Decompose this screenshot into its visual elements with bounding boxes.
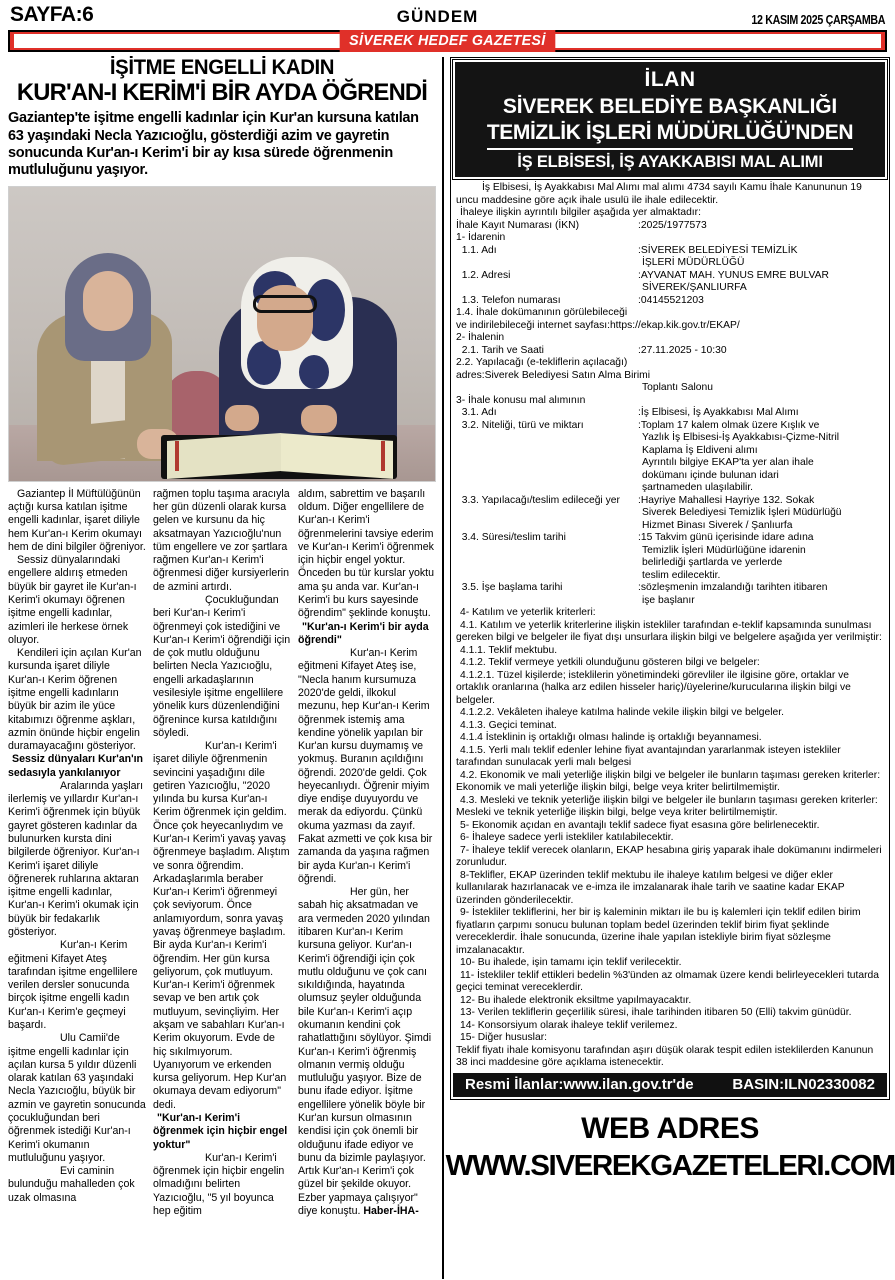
ilan-field-label: adres:Siverek Belediyesi Satın Alma Birimi — [456, 369, 651, 381]
ilan-field-value: :sözleşmenin imzalandığı tarihten itibaren — [638, 582, 828, 594]
article-paragraph: rağmen toplu taşıma aracıyla her gün düzenli olarak kursa gelen ve kursunu da hiç aksatmayan Yazıcıoğlu'nun tüm engellere ve zor şartlara rağmen Kur'an-ı Kerim'i öğrenmesi diğer kursiyerlerin de azmini artırdı. — [153, 487, 290, 593]
ilan-field-label: 2.1. Tarih ve Saati — [456, 344, 544, 356]
ilan-ikn-label: İhale Kayıt Numarası (İKN) — [456, 219, 580, 231]
ilan-official-footer — [453, 1073, 887, 1097]
ilan-field-value: :15 Takvim günü içerisinde idare adına — [638, 532, 814, 544]
ilan-field-continuation: Kaplama İş Eldiveni alımı — [642, 444, 758, 456]
ilan-field-row — [456, 532, 884, 545]
article-headline-line2: KUR'AN-I KERİM'İ BİR AYDA ÖĞRENDİ — [16, 79, 428, 107]
photo-woman-left-face — [83, 271, 133, 331]
article-standfirst: Gaziantep'te işitme engelli kadınlar için Kur'an kursuna katılan 63 yaşındaki Necla Yazıcıoğlu, gösterdiği azim ve gayretin sonucunda Kur'an-ı Kerim'i bir ay kısa sürede öğrenmenin mutluluğunu yaşıyor. — [8, 110, 419, 179]
ilan-panel — [445, 57, 895, 1279]
ilan-body — [453, 179, 887, 1070]
ilan-field-row — [456, 582, 884, 595]
ilan-field-label: 3.3. Yapılacağı/teslim edileceği yer — [456, 494, 620, 506]
ilan-clause: 12- Bu ihalede elektronik eksiltme yapılmayacaktır. — [460, 994, 692, 1006]
article-paragraph: Sessiz dünyalarındaki engellere aldırış etmeden büyük bir gayret ile Kur'an-ı Kerim'i okumayı öğrenen işitme engelli kadınlar, azimleri ile herkese örnek oluyor. — [8, 554, 137, 646]
ilan-field-row — [456, 370, 884, 383]
photo-book-margin-line — [175, 441, 179, 471]
ilan-field-continuation: Ayrıntılı bilgiye EKAP'ta yer alan ihale — [642, 457, 814, 469]
photo-woman-right-hand-left — [225, 405, 259, 431]
ilan-field-continuation: dokümanı içinde bulunan idari — [642, 469, 779, 481]
article-paragraph: Kur'an-ı Kerim eğitmeni Kifayet Ateş ise, "Necla hanım kursumuza 2020'de geldi, ilkokul mezunu, hep Kur'an-ı Kerim öğrenmek istemiş ama kendine yönelik yapılan bir Kur'an kursu duymamış ve yokmuş. Buranın açıldığını öğrendi. 2020'de geldi. Çok heyecanlıydı. Öğrenir miyim diye endişe duyuyordu ve merak da ediyordu. Çünkü okuma yazması da zayıf. Fakat azmetti ve çok kısa bir zamanda da yaşına rağmen bir ayda Kur'an-ı Kerim'i öğrendi. — [298, 647, 433, 885]
ilan-field-continuation: Yazlık İş Elbisesi-İş Ayakkabısı-Çizme-Nitril — [642, 432, 840, 444]
ilan-field-value: :AYVANAT MAH. YUNUS EMRE BULVAR — [638, 269, 829, 281]
article-columns — [8, 488, 436, 1218]
article-paragraph: Çocukluğundan beri Kur'an-ı Kerim'i öğrenmeyi çok istediğini ve Kur'an-ı Kerim'i öğrendiği için de çok mutlu olduğunu belirten Necla Yazıcıoğlu, engelli arkadaşlarının vesilesiyle işitme engellilere yönelik kurs düzenlendiğini öğrenince kursa katıldığını söyledi. — [153, 593, 291, 739]
ilan-field-row — [456, 345, 884, 358]
ilan-field-row — [456, 495, 884, 508]
photo-eyeglasses — [253, 295, 317, 313]
ilan-clause: 9- İstekliler tekliflerini, her bir iş kaleminin miktarı ile bu iş kalemleri için teklif edilen birim fiyatların çarpımı sonucu bulunan toplam bedel üzerinden teklif birim fiyat şeklinde vereceklerdir. İhale sonucunda, üzerine ihale yapılan istekliyle birim fiyat sözleşme imzalanacaktır. — [456, 907, 861, 956]
ilan-section-3-title: 3- İhale konusu mal alımının — [456, 394, 586, 406]
ilan-clause: 4.1.2.2. Vekâleten ihaleye katılma halinde vekile ilişkin bilgi ve belgeler. — [460, 707, 784, 719]
ilan-authority: SİVEREK BELEDİYE BAŞKANLIĞI — [502, 95, 838, 119]
ilan-box — [450, 57, 890, 1100]
ilan-field-value: :Toplam 17 kalem olmak üzere Kışlık ve — [638, 419, 820, 431]
article-paragraph: Kur'an-ı Kerim eğitmeni Kifayet Ateş tarafından işitme engellilere verilen dersler sonucunda birçok işitme engelli kadın Kur'an-ı Kerim'e geçmeyi başardı. — [8, 939, 138, 1031]
ilan-clause: 5- Ekonomik açıdan en avantajlı teklif sadece fiyat esasına göre belirlenecektir. — [460, 819, 820, 831]
article-paragraph: Ulu Camii'de işitme engelli kadınlar için açılan kursa 5 yıldır düzenli olarak katılan 63 yaşındaki Necla Yazıcıoğlu, büyük bir azmin ve gayretin sonucunda çocukluğundan beri öğrenmek istediği Kur'an-ı Kerim'i okumanın mutluluğunu yaşıyor. — [8, 1032, 146, 1164]
ilan-field-label: 3.2. Niteliği, türü ve miktarı — [456, 419, 584, 431]
article-photo — [8, 186, 436, 482]
web-address-label: WEB ADRES — [581, 1111, 759, 1145]
ilan-field-value: :İş Elbisesi, İş Ayakkabısı Mal Alımı — [638, 407, 799, 419]
article-paragraph: Aralarında yaşları ilerlemiş ve yıllardır Kur'an-ı Kerim'i öğrenmek için büyük gayret gösteren kadınlar da bulunurken kursta dini bilgilerde öğreniyor. Kur'an-ı Kerim'i işaret diliyle öğrenerek ruhlarına aktaran işitme engelli kadınlar, Kur'an-ı Kerim'i okumak için büyük bir fedakarlık gösteriyor. — [8, 779, 144, 938]
article-subheading: "Kur'an-ı Kerim'i öğrenmek için hiçbir engel yoktur" — [153, 1111, 288, 1151]
ilan-clause: 4.1.4 İsteklinin iş ortaklığı olması halinde iş ortaklığı beyannamesi. — [460, 732, 762, 744]
section-title: GÜNDEM — [396, 7, 479, 26]
ilan-field-row — [456, 295, 884, 308]
ilan-clause: 4.1.2. Teklif vermeye yetkili olunduğunu gösteren bilgi ve belgeler: — [460, 657, 760, 669]
ilan-field-row — [456, 270, 884, 283]
ilan-field-label: 2.2. Yapılacağı (e-tekliflerin açılacağı) — [456, 357, 628, 369]
ilan-clause: 15- Diğer hususlar: — [460, 1032, 547, 1044]
column-divider — [442, 57, 444, 1279]
ilan-field-value: :27.11.2025 - 10:30 — [638, 344, 727, 356]
ilan-field-continuation: teslim edilecektir. — [642, 569, 721, 581]
photo-scarf-pattern — [299, 355, 329, 389]
ilan-clause: 4.3. Mesleki ve teknik yeterliğe ilişkin bilgi ve belgeler ile bunların taşıması gereken kriterler: Mesleki ve teknik yeterliğe ilişkin bilgi, belge veya kriter belirtilmemiştir. — [456, 794, 878, 819]
photo-book-page-left — [167, 433, 281, 479]
article-paragraph-text: Her gün, her sabah hiç aksatmadan ve ara vermeden 2020 yılından itibaren Kur'an-ı Kerim kursuna geliyor. Kur'an-ı Kerim'i öğrendiği için çok mutlu olduğunu ve çok canı sıkıldığında, hayatında olumsuz şeyler olduğunda bile Kur'an-ı Kerim'i açıp okumanın kendini çok rahatlattığını söylüyor. Şimdi Kur'an-ı Kerim'i öğrenmiş olmanın vermiş olduğu mutluluğu yaşıyor. Bize de bunu ifade ediyor. İşitme engellilere yönelik böyle bir Kur'an kursun olmasının kendisi için çok önemli bir olduğunu ifade ediyor ve bunu da bizimle paylaşıyor. Artık Kur'an-ı Kerim'i çok güzel bir şekilde okuyor. Ezber yapmaya çalışıyor" diye konuştu. — [298, 886, 432, 1217]
photo-book-margin-line — [381, 441, 385, 471]
ilan-official-link[interactable]: Resmi İlanlar:www.ilan.gov.tr'de — [465, 1075, 694, 1093]
ilan-clause: 4- Katılım ve yeterlik kriterleri: — [460, 607, 596, 619]
article-paragraph: Kur'an-ı Kerim'i öğrenmek için hiçbir engelin olmadığını belirten Yazıcıoğlu, "5 yıl boyunca hep eğitim — [153, 1151, 285, 1217]
ilan-clause: 14- Konsorsiyum olarak ihaleye teklif verilemez. — [460, 1019, 678, 1031]
ilan-intro-2: İhaleye ilişkin ayrıntılı bilgiler aşağıda yer almaktadır: — [460, 207, 701, 219]
web-address-url[interactable]: WWW.SIVEREKGAZETELERI.COM — [445, 1149, 895, 1182]
ilan-clause: 13- Verilen tekliflerin geçerlilik süresi, ihale tarihinden itibaren 50 (Elli) takvim günüdür. — [460, 1007, 852, 1019]
article-source: Haber-İHA- — [363, 1204, 419, 1217]
ilan-field-continuation: işe başlanır — [642, 594, 695, 606]
ilan-field-label: 1.2. Adresi — [456, 269, 511, 281]
ilan-field-row — [456, 420, 884, 433]
ilan-clause: 4.1.5. Yerli malı teklif edenler lehine fiyat avantajından yararlanmak isteyen istekliler tarafından sunulacak yerli malı belgesi — [456, 744, 841, 769]
ilan-section-2-title: 2- İhalenin — [456, 332, 505, 344]
ilan-field-value: :Hayriye Mahallesi Hayriye 132. Sokak — [638, 494, 815, 506]
article-column-3 — [298, 488, 436, 1218]
ilan-field-continuation: Temizlik İşleri Müdürlüğüne idarenin — [642, 544, 806, 556]
ilan-field-value: :SİVEREK BELEDİYESİ TEMİZLİK — [638, 244, 798, 256]
article-paragraph: aldım, sabrettim ve başarılı oldum. Diğer engellilere de Kur'an-ı Kerim'i öğrenmelerini tavsiye ederim ve Kur'an-ı Kerim'i öğrenmek için hiçbir engel yoktur. Önceden bu tür kurslar yoktu ama şu anda var. Kur'an-ı Kerim'i bu kurs sayesinde öğrendim" şeklinde konuştu. — [298, 487, 435, 620]
article-panel — [8, 57, 436, 1279]
article-column-1 — [8, 488, 146, 1218]
ilan-clause: 8-Teklifler, EKAP üzerinden teklif mektubu ile ihaleye katılım belgesi ve diğer ekler kullanılarak hazırlanacak ve e-imza ile imzalanarak ihale tarih ve saatine kadar EKAP üzerinden gönderilecektir. — [456, 869, 845, 906]
ilan-field-label: 1.3. Telefon numarası — [456, 294, 561, 306]
ilan-field-continuation: SİVEREK/ŞANLIURFA — [642, 282, 747, 294]
ilan-field-value: ve indirilebileceği internet sayfası:https://ekap.kik.gov.tr/EKAP/ — [456, 319, 740, 331]
ilan-department: TEMİZLİK İŞLERİ MÜDÜRLÜĞÜ'NDEN — [486, 120, 854, 144]
ilan-field-continuation: Toplantı Salonu — [642, 382, 713, 394]
ilan-field-continuation: Hizmet Binası Siverek / Şanlıurfa — [642, 519, 793, 531]
ilan-clause: 4.1.3. Geçici teminat. — [460, 719, 557, 731]
ilan-field-continuation: şartnameden ulaşılabilir. — [642, 482, 754, 494]
newspaper-banner — [8, 30, 887, 52]
ilan-clause: 11- İstekliler teklif ettikleri bedelin %3'ünden az olmamak üzere kendi belirleyecekleri tutarda geçici teminat vereceklerdir. — [456, 969, 880, 994]
ilan-field-label: 3.4. Süresi/teslim tarihi — [456, 532, 566, 544]
photo-book-page-right — [281, 433, 393, 479]
ilan-header — [453, 60, 887, 179]
ilan-field-value: :04145521203 — [638, 294, 704, 306]
ilan-clause: 10- Bu ihalede, işin tamamı için teklif verilecektir. — [460, 957, 682, 969]
ilan-field-continuation: İŞLERİ MÜDÜRLÜĞÜ — [642, 257, 745, 269]
ilan-clause: 4.1.1. Teklif mektubu. — [460, 644, 558, 656]
ilan-clause: 4.1.2.1. Tüzel kişilerde; isteklilerin yönetimindeki görevliler ile ilgisine göre, ortaklar ve ortaklık oranlarına (halka arz edilen hisseler hariç)/üyelerine/kurucularına ilişkin bilgi ve belgeler. — [456, 669, 851, 706]
article-paragraph: Kendileri için açılan Kur'an kursunda işaret diliyle Kur'an-ı Kerim öğrenen işitme engelli kadınların büyük bir azim ile yüce kitabımızı öğrenme aşkları, azmin önünde hiçbir engelin duramayacağını gösteriyor. — [8, 647, 142, 753]
photo-woman-right-hand-right — [301, 405, 337, 433]
article-headline-line1: İŞİTME ENGELLİ KADIN — [109, 56, 335, 79]
ilan-ikn-value: :2025/1977573 — [638, 219, 707, 231]
ilan-field-label: 3.5. İşe başlama tarihi — [456, 582, 563, 594]
ilan-clause: 4.2. Ekonomik ve mali yeterliğe ilişkin bilgi ve belgeler ile bunların taşıması gereken kriterler: Ekonomik ve mali yeterliğe ilişkin bilgi, belge veya kriter belirtilmemiştir. — [456, 769, 881, 794]
article-subheading: "Kur'an-ı Kerim'i bir ayda öğrendi" — [298, 620, 429, 646]
ilan-title: İLAN — [644, 68, 696, 91]
article-subheading: Sessiz dünyaları Kur'an'ın sedasıyla yankılanıyor — [8, 753, 144, 779]
ilan-field-continuation: belirlediği şartlarda ve yerlerde — [642, 557, 783, 569]
article-paragraph: Kur'an-ı Kerim'i işaret diliyle öğrenmenin sevincini yaşadığını dile getiren Yazıcıoğlu, "2020 yılında bu kursa Kur'an-ı Kerim öğrenmek için geldim. Önce çok heyecanlıydım ve Kur'an-ı Kerim'i yavaş yavaş öğrenmeye başladım. Alıştım ve sonra öğrendim. Arkadaşlarımla beraber Kur'an-ı Kerim'i öğrenmeyi çok seviyorum. Önce anlamıyordum, sonra yavaş yavaş öğrenmeye başladım. Bir ayda Kur'an-ı Kerim'i öğrendim. Her gün kursa geliyorum, çok mutluyum. Kur'an-ı Kerim'i öğrenmek sevap ve ben artık çok mutluyum, sevinçliyim. Her akşam ve sabahları Kur'an-ı Kerim okuyorum. Evde de hiç sıkılmıyorum. Uyanıyorum ve erkenden kursa geliyorum. Hep Kur'an okumaya devam ediyorum" dedi. — [153, 740, 290, 1111]
issue-date: 12 KASIM 2025 ÇARŞAMBA — [751, 12, 885, 27]
article-paragraph: Gaziantep İl Müftülüğünün açtığı kursa katılan işitme engelli kadınlar, işaret diliyle hem Kur'an-ı Kerim okumayı hem de dini bilgiler öğreniyor. — [8, 487, 146, 553]
ilan-ikn-row — [456, 220, 884, 233]
ilan-field-label: 1.1. Adı — [456, 244, 497, 256]
banner-title — [8, 30, 887, 52]
ilan-section-1-title: 1- İdarenin — [456, 232, 506, 244]
article-paragraph — [298, 886, 436, 1218]
ilan-clause: 7- İhaleye teklif verecek olanların, EKAP hesabına giriş yaparak ihale dokümanını indirmeleri zorunludur. — [456, 844, 882, 869]
ilan-field-row — [456, 407, 884, 420]
article-column-2 — [153, 488, 291, 1218]
ilan-clause: 4.1. Katılım ve yeterlik kriterlerine ilişkin istekliler tarafından e-teklif kapsamında sunulması gereken bilgi ve belgeler ile fiyat dışı unsurlara ilişkin bilgi ve belgelere aşağıda yer verilmiştir: — [456, 619, 882, 644]
page-content — [8, 56, 895, 1279]
ilan-field-row — [456, 245, 884, 258]
ilan-field-label: 1.4. İhale dokümanının görülebileceği — [456, 307, 628, 319]
ilan-field-label: 3.1. Adı — [456, 407, 497, 419]
ilan-intro-1: İş Elbisesi, İş Ayakkabısı Mal Alımı mal alımı 4734 sayılı Kamu İhale Kanununun 19 uncu maddesine göre açık ihale usulü ile ihale edilecektir. — [456, 182, 862, 206]
banner-title-text: SİVEREK HEDEF GAZETESİ — [340, 30, 555, 52]
article-paragraph: Evi caminin bulunduğu mahalleden çok uzak olmasına — [8, 1165, 135, 1204]
ilan-subject: İŞ ELBİSESİ, İŞ AYAKKABISI MAL ALIMI — [487, 148, 853, 172]
page-number-label: SAYFA:6 — [10, 3, 94, 26]
ilan-field-continuation: Siverek Belediyesi Temizlik İşleri Müdürlüğü — [642, 507, 842, 519]
ilan-clause: Teklif fiyatı ihale komisyonu tarafından aşırı düşük olarak tespit edilen isteklilerden Kanunun 38 inci maddesine göre açıklama istenecektir. — [456, 1044, 874, 1069]
masthead — [8, 0, 887, 28]
ilan-press-number: BASIN:ILN02330082 — [732, 1075, 875, 1093]
ilan-clause: 6- İhaleye sadece yerli istekliler katılabilecektir. — [460, 832, 674, 844]
